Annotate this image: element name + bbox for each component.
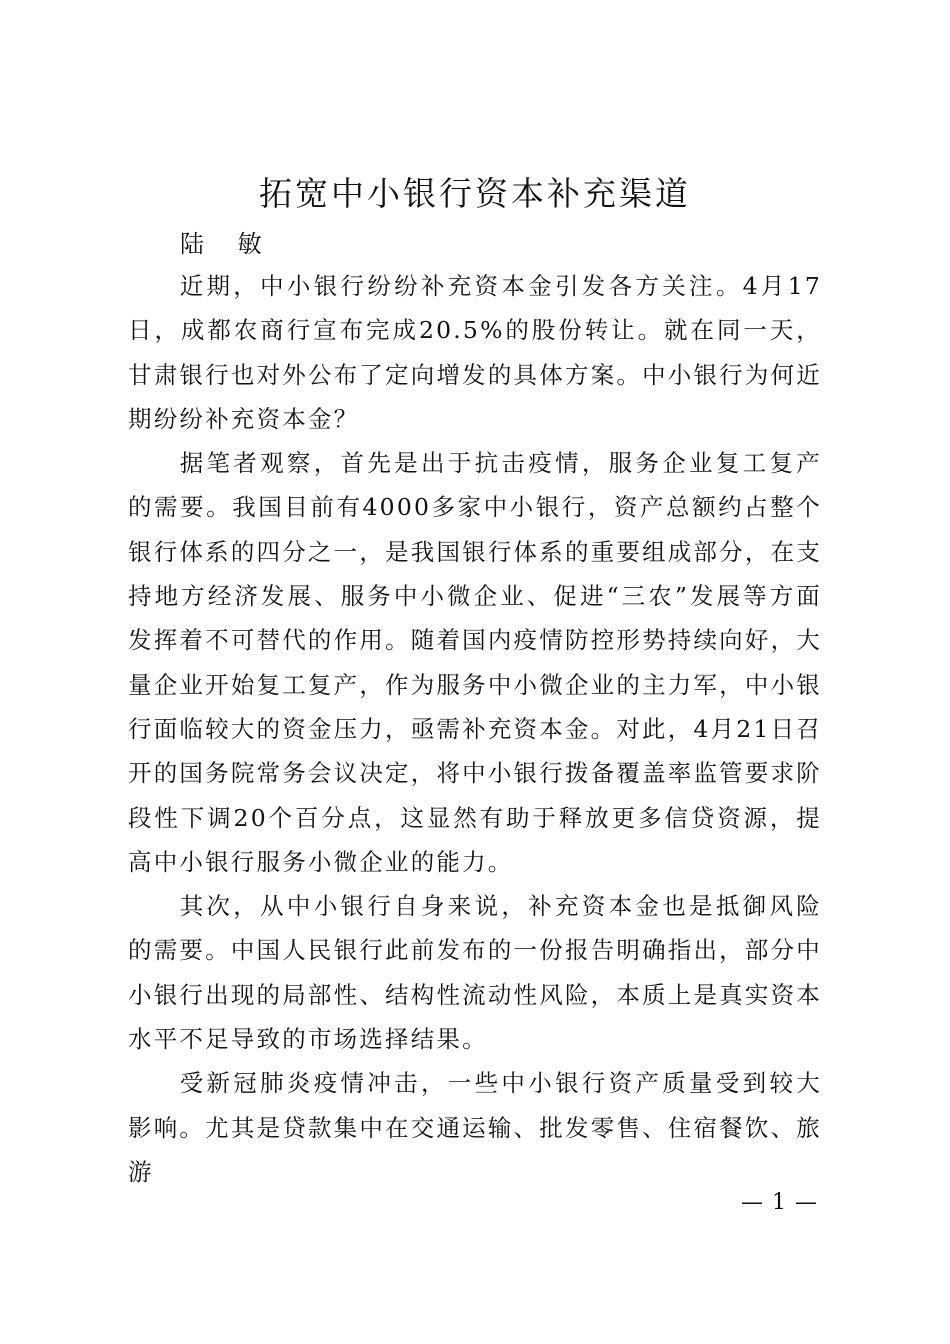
paragraph: 据笔者观察，首先是出于抗击疫情，服务企业复工复产的需要。我国目前有4000多家中小银行，资产总额约占整个银行体系的四分之一，是我国银行体系的重要组成部分，在支持地方经济发展、服务中小微企业、促进“三农”发展等方面发挥着不可替代的作用。随着国内疫情防控形势持续向好，大量企业开始复工复产，作为服务中小微企业的主力军，中小银行面临较大的资金压力，亟需补充资本金。对此，4月21日召开的国务院常务会议决定，将中小银行拨备覆盖率监管要求阶段性下调20个百分点，这显然有助于释放更多信贷资源，提高中小银行服务小微企业的能力。	[128, 449, 822, 876]
paragraph: 近期，中小银行纷纷补充资本金引发各方关注。4月17日，成都农商行宣布完成20.5%的股份转让。就在同一天，甘肃银行也对外公布了定向增发的具体方案。中小银行为何近期纷纷补充资本金？	[128, 272, 822, 433]
page-number: — 1 —	[741, 1190, 818, 1215]
paragraph: 其次，从中小银行自身来说，补充资本金也是抵御风险的需要。中国人民银行此前发布的一份报告明确指出，部分中小银行出现的局部性、结构性流动性风险，本质上是真实资本水平不足导致的市场选择结果。	[128, 892, 822, 1054]
author-name: 陆 敏	[180, 230, 275, 258]
paragraph: 受新冠肺炎疫情冲击，一些中小银行资产质量受到较大影响。尤其是贷款集中在交通运输、批发零售、住宿餐饮、旅游	[128, 1069, 822, 1186]
article-body	[128, 264, 822, 1194]
article-title: 拓宽中小银行资本补充渠道	[259, 174, 691, 213]
